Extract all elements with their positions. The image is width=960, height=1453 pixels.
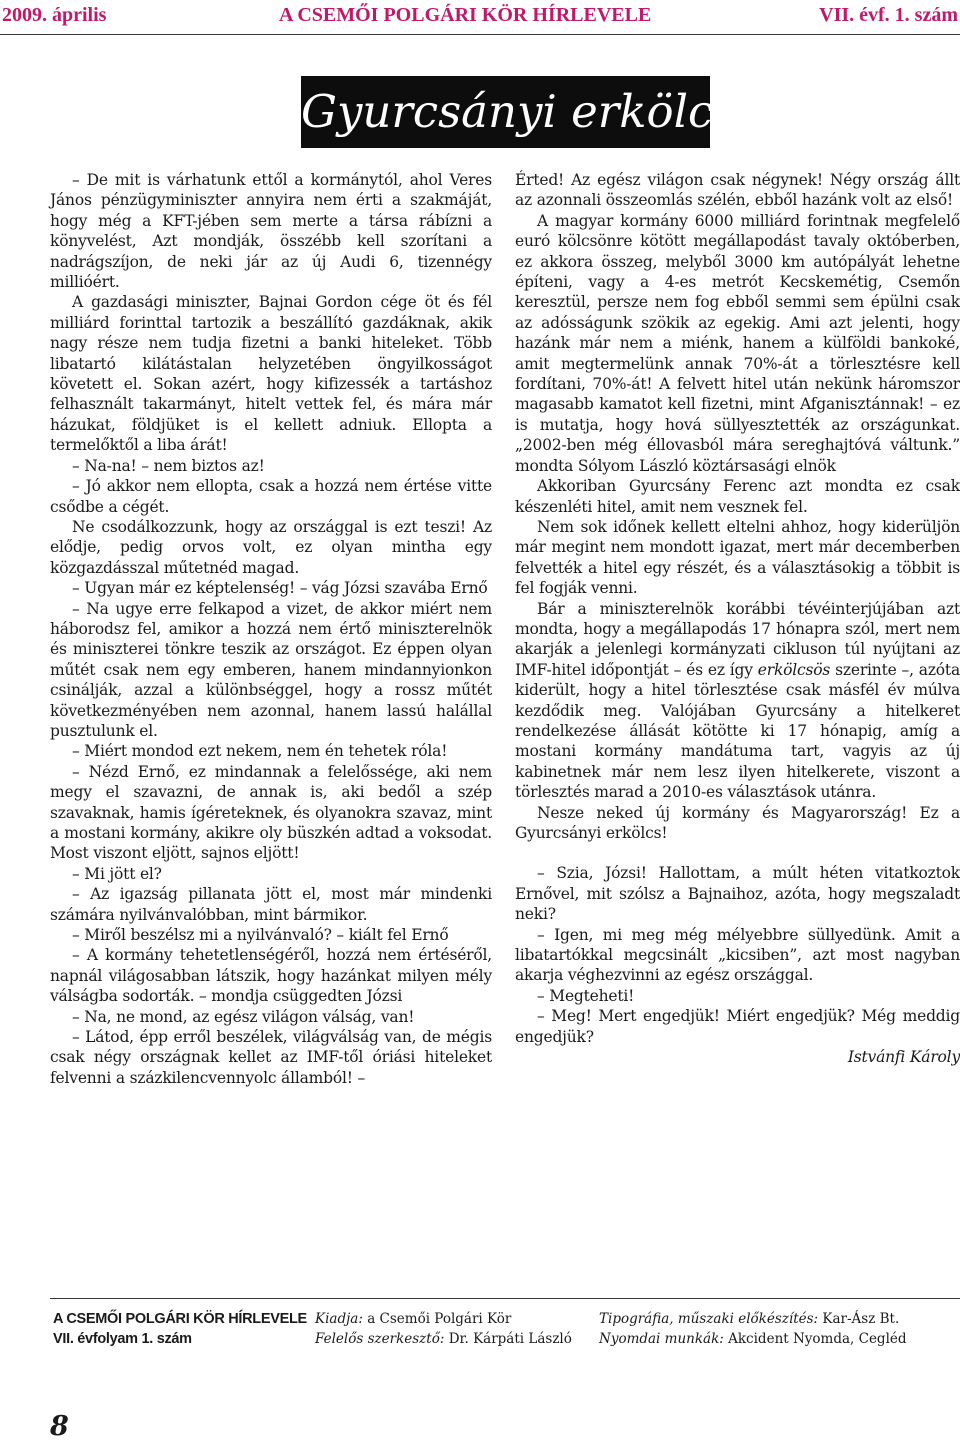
editor-name: Dr. Kárpáti László bbox=[448, 1331, 572, 1347]
paragraph: – Jó akkor nem ellopta, csak a hozzá nem értése vitte csődbe a cégét. bbox=[50, 477, 492, 516]
dialogue-line: – Meg! Mert engedjük! Miért engedjük? Még meddig engedjük? bbox=[515, 1007, 960, 1046]
paragraph: – Na ugye erre felkapod a vizet, de akkor miért nem háborodsz fel, amikor a hozzá nem értő miniszterelnök és miniszterei tönkre teszik az országot. Ez éppen olyan műtét csak nem egy emberen, hanem mindannyionkon csinálják, azzal a különbséggel, hogy a rossz műtét következményében nem azonnal, hanem lassú halállal pusztulunk el. bbox=[50, 599, 492, 740]
printing-name: Akcident Nyomda, Cegléd bbox=[728, 1331, 907, 1347]
typography-label: Tipográfia, műszaki előkészítés: bbox=[599, 1311, 819, 1327]
paragraph: – Mi jött el? bbox=[72, 864, 162, 883]
paragraph: Érted! Az egész világon csak négynek! Négy ország állt az azonnali összeomlás szélén, ebből hazánk volt az első! bbox=[515, 171, 960, 210]
colophon-issue: VII. évfolyam 1. szám bbox=[53, 1331, 192, 1347]
footer-divider bbox=[50, 1298, 960, 1299]
colophon bbox=[50, 1309, 960, 1349]
paragraph: – Látod, épp erről beszélek, világválság van, de mégis csak négy országnak kellet az IMF-től óriási hiteleket felvenni a százkilencvennyolc államból! – bbox=[50, 1028, 492, 1087]
paragraph: A magyar kormány 6000 milliárd forintnak megfelelő euró kölcsönre kötött megállapodást tavaly októberben, ez akkora összeg, melyből 3000 km autópályát lehetne építeni, vagy a 4-es metrót Kecskemétig, Csemőn keresztül, persze nem fog ebből semmi sem épülni csak az adósságunk szökik az egekig. Ami azt jelenti, hogy hazánk már nem a miénk, hanem a külföldi bankoké, amit megtermelünk annak 70%-át a törlesztésre kell fordítani, 70%-át! A felvett hitel után nekünk háromszor magasabb kamatot kell fizetni, mint Afganisztánnak! – ez is mutatja, hogy hová süllyesztették az országunkat. „2002-ben még éllovasból mára sereghajtóvá váltunk.” mondta Sólyom László köztársasági elnök bbox=[515, 211, 960, 475]
paragraph: Akkoriban Gyurcsány Ferenc azt mondta ez csak készenléti hitel, amit nem vesznek fel. bbox=[515, 477, 960, 516]
paragraph: – Ugyan már ez képtelenség! – vág Józsi szavába Ernő bbox=[72, 579, 488, 598]
text-run: Bár a miniszterelnök korábbi tévéinterjújában azt mondta, hogy a megállapodás 17 hónapra szól, mert nem akarják a jelenlegi kormányzati cikluson túl nyújtani az IMF-hitel időpontját – és ez így bbox=[515, 599, 960, 679]
author-signature: Istvánfi Károly bbox=[847, 1048, 960, 1067]
paragraph: – Az igazság pillanata jött el, most már mindenki számára nyilvánvalóbban, mint bármikor. bbox=[50, 885, 492, 924]
header-divider bbox=[0, 34, 960, 35]
paragraph: – De mit is várhatunk ettől a kormánytól, ahol Veres János pénzügyminiszter annyira nem érti a szakmáját, hogy még a KFT-jében sem merte a társa rábízni a könyvelést, Azt mondják, összébb kell szorítani a nadrágszíjon, de neki jár az új Audi 6, tizennégy millióért. bbox=[50, 171, 492, 292]
printing-label: Nyomdai munkák: bbox=[599, 1331, 724, 1347]
paragraph: – Miért mondod ezt nekem, nem én tehetek róla! bbox=[72, 742, 448, 761]
article-title: Gyurcsányi erkölcs! bbox=[301, 76, 710, 148]
header-date: 2009. április bbox=[2, 4, 107, 26]
paragraph: Ne csodálkozzunk, hogy az országgal is ezt teszi! Az elődje, pedig orvos volt, ez olyan mintha egy közgazdásszal műtetnéd magad. bbox=[50, 517, 492, 577]
paragraph: – Miről beszélsz mi a nyilvánvaló? – kiált fel Ernő bbox=[72, 926, 449, 945]
dialogue-line: – Igen, mi meg még mélyebbre süllyedünk. Amit a libatartókkal megcsinált „kicsiben”, azt most nagyban akarja véghezvinni az egész országgal. bbox=[515, 925, 960, 985]
paragraph: Nesze neked új kormány és Magyarország! Ez a Gyurcsányi erkölcs! bbox=[515, 803, 960, 842]
header-publication: A CSEMŐI POLGÁRI KÖR HÍRLEVELE bbox=[279, 4, 652, 26]
publisher-label: Kiadja: bbox=[315, 1311, 363, 1327]
dialogue-line: – Megteheti! bbox=[537, 986, 635, 1005]
page-number: 8 bbox=[50, 1411, 69, 1442]
typography-name: Kar-Ász Bt. bbox=[822, 1311, 900, 1327]
colophon-publisher bbox=[315, 1309, 572, 1349]
paragraph: – Na, ne mond, az egész világon válság, van! bbox=[72, 1007, 415, 1026]
publisher-name: a Csemői Polgári Kör bbox=[367, 1311, 512, 1327]
paragraph bbox=[515, 599, 960, 803]
colophon-masthead bbox=[53, 1309, 307, 1349]
emphasis: erkölcsös bbox=[757, 660, 831, 679]
paragraph: Nem sok időnek kellett eltelni ahhoz, hogy kiderüljön már megint nem mondott igazat, mert már decemberben felvették a hitel egy részét, és a választásokig a többit is fel fogják venni. bbox=[515, 517, 960, 598]
dialogue-line: – Szia, Józsi! Hallottam, a múlt héten vitatkoztok Ernővel, mit szólsz a Bajnaihoz, azóta, hogy megszaladt neki? bbox=[515, 864, 960, 924]
paragraph: – A kormány tehetetlenségéről, hozzá nem értéséről, napnál világosabban látszik, hogy hazánkat milyen mély válságba sodorták. – mondja csüggedten Józsi bbox=[50, 946, 492, 1006]
paragraph: A gazdasági miniszter, Bajnai Gordon cége öt és fél milliárd forinttal tartozik a beszállító gazdáknak, akik nagy része nem tudja fizetni a banki hiteleket. Több libatartó kilátástalan helyzetében öngyilkosságot követett el. Sokan azért, hogy kifizessék a tartáshoz felhasznált takarmányt, hitelt vettek fel, és mára már házukat, földjüket is el kellett adniuk. Ellopta a termelőktől a liba árát! bbox=[50, 293, 492, 455]
article-right-column bbox=[515, 170, 960, 1067]
colophon-credits bbox=[599, 1309, 907, 1349]
header-issue: VII. évf. 1. szám bbox=[819, 4, 958, 26]
running-header bbox=[2, 4, 958, 30]
paragraph: – Nézd Ernő, ez mindannak a felelőssége, aki nem megy el szavazni, de annak is, aki bedől a szép szavaknak, hamis ígéreteknek, és olyanokra szavaz, mint a mostani kormány, akikre oly büszkén adtad a voksodat. Most viszont eljött, sajnos eljött! bbox=[50, 762, 492, 863]
article-left-column bbox=[50, 170, 492, 1088]
editor-label: Felelős szerkesztő: bbox=[315, 1331, 445, 1347]
text-run: szerinte –, azóta kiderült, hogy a hitel törlesztése csak másfél év múlva kezdődik meg. Valójában Gyurcsány a hitelkeret rendelkezése állását kötötte ki 17 hónapig, amíg a mostani kormány mandátuma tart, vagyis az új kabinetnek már nem lesz ilyen hitelkerete, viszont a törlesztés marad a 2010-es választások utánra. bbox=[515, 660, 960, 802]
colophon-title: A CSEMŐI POLGÁRI KÖR HÍRLEVELE bbox=[53, 1311, 307, 1327]
paragraph: – Na-na! – nem biztos az! bbox=[72, 456, 265, 475]
